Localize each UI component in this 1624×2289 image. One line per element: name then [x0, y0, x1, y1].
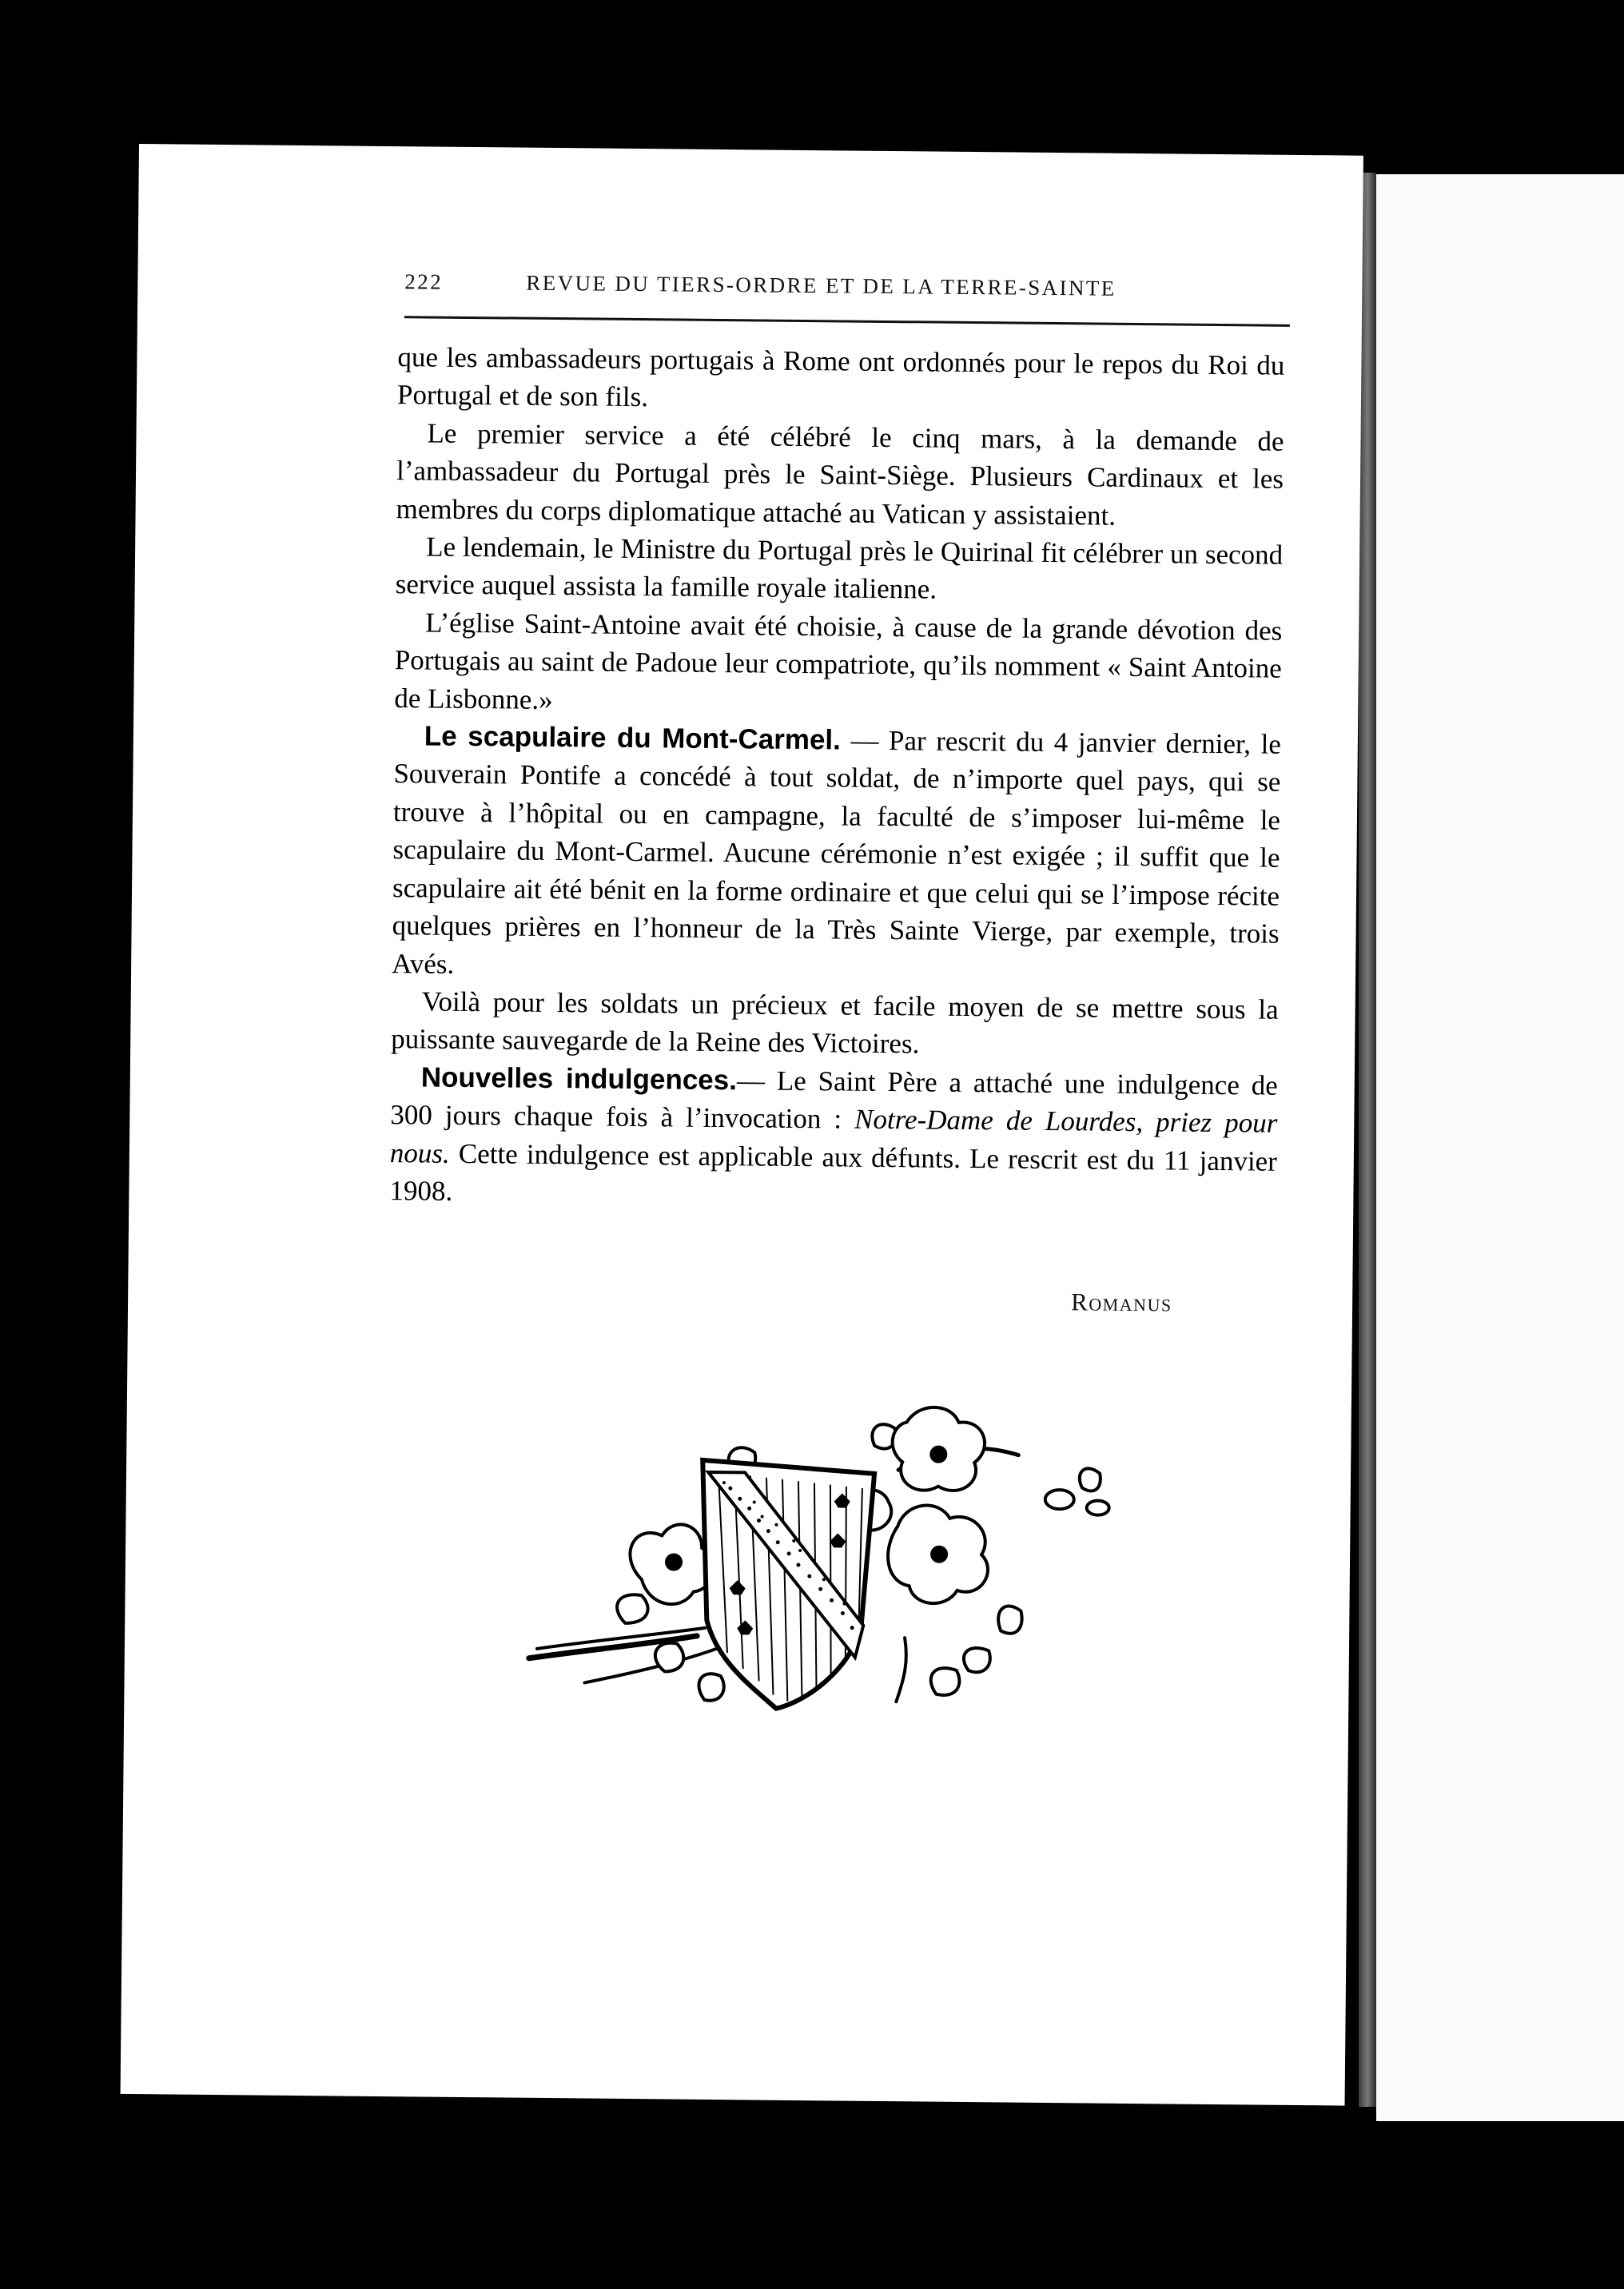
article-text [389, 338, 1284, 1218]
section-scapulaire [392, 717, 1281, 990]
invocation-italic: Notre-Dame de Lourdes, priez pour nous. [389, 1103, 1278, 1169]
running-header [404, 266, 1232, 311]
paragraph-first-service: Le premier service a été célébré le cinq mars, à la demande de l’ambassadeur du Portugal près le Saint-Siège. Plusieurs Cardinaux et les membres du corps diplomatique attaché au Vatican y assistaient. [396, 417, 1284, 531]
author-signature: Romanus [1070, 1288, 1172, 1317]
paragraph-church: L’église Saint-Antoine avait été choisie, à cause de la grande dévotion des Portugais au saint de Padoue leur compatriote, qu’ils nomment « Saint Antoine de Lisbonne.» [394, 607, 1283, 715]
journal-page [121, 144, 1363, 2106]
book-spine-shadow [1359, 173, 1376, 2107]
heraldic-shield-with-pansies-icon [520, 1395, 1131, 1736]
running-title: REVUE DU TIERS-ORDRE ET DE LA TERRE-SAINTE [526, 270, 1116, 301]
section-text-indulgences-a: — Le Saint Père a attaché une indulgence de 300 jours chaque fois à l’invocation : [390, 1064, 1278, 1135]
paragraph-continued: que les ambassadeurs portugais à Rome ont ordonnés pour le repos du Roi du Portugal et de son fils. [396, 341, 1285, 413]
paragraph-soldiers: Voilà pour les soldats un précieux et facile moyen de se mettre sous la puissante sauvegarde de la Reine des Victoires. [391, 985, 1279, 1060]
header-rule [404, 316, 1290, 327]
paragraph-second-service: Le lendemain, le Ministre du Portugal près le Quirinal fit célébrer un second service auquel assista la famille royale italienne. [395, 531, 1284, 606]
section-indulgences [389, 1058, 1278, 1218]
facing-page-edge [1376, 174, 1624, 2121]
page-number: 222 [404, 269, 444, 294]
section-text-indulgences-b: Cette indulgence est applicable aux défunts. Le rescrit est du 11 janvier 1908. [389, 1137, 1278, 1207]
section-heading-scapulaire: Le scapulaire du Mont-Carmel. [424, 720, 842, 756]
section-text-scapulaire: — Par rescrit du 4 janvier dernier, le Souverain Pontife a concédé à tout soldat, de n’importe quel pays, qui se trouve à l’hôpital ou en campagne, la faculté de s’imposer lui-même le scapulaire du Mont-Carmel. Aucune cérémonie n’est exigée ; il suffit que le scapulaire ait été bénit en la forme ordinaire et que celui qui se l’impose récite quelques prières en l’honneur de la Très Sainte Vierge, par exemple, trois Avés. [391, 724, 1282, 980]
section-heading-indulgences: Nouvelles indulgences. [420, 1061, 738, 1096]
